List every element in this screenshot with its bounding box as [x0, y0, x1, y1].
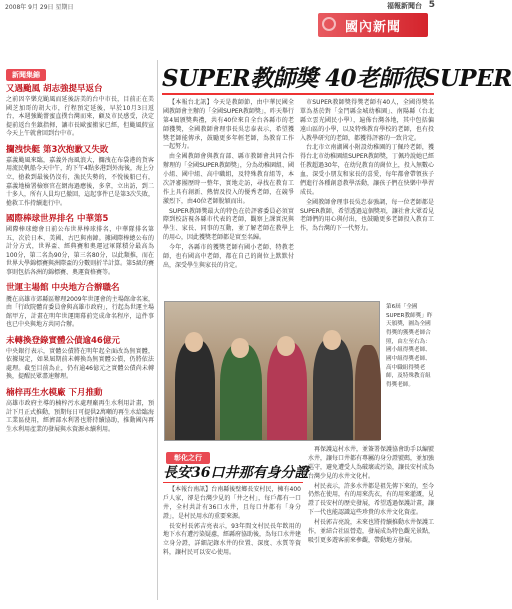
article-paragraph: 【本報台北訊】今天是教師節，由中華民國全國教師會主辦的「全國SUPER教師獎」，昨天舉行第4屆頒獎典禮，共有40位來自全台各縣市的老師獲獎，全國教師會理事長吳忠泰表示，希望獲獎老師能傳承，鼓勵更多年輕老師，為教育工作一起努力。 [163, 99, 294, 151]
photo-caption: 第6屆「全國SUPER教師獎」昨天頒獎，圖為全國得獎的獲獎老師合照，由左至右為：國小組得獎老師、國中組得獎老師、高中職組得獎老師，及特殊教育組得獎老師。 [386, 304, 433, 388]
brief-title: 楠梓再生水模廠 下月推動 [6, 387, 103, 398]
brief-item [6, 145, 154, 208]
article-paragraph: 全國教師會理事長吳忠泰強調，每一位老師都是SUPER教師，希望透過這個獎項，讓社會大眾看見老師們的用心與付出，也鼓勵更多老師投入教育工作，為台灣的下一代努力。 [300, 198, 434, 233]
brief-item [6, 214, 154, 277]
main-headline-text: SUPER教師獎 40老師很SUPER [162, 65, 512, 92]
issue-date: 2008年 9月 29日 星期日 [5, 4, 74, 11]
photo-person-head [277, 336, 295, 356]
article-paragraph: 今年，各縣市的獲獎老師有國小老師、特教老師，也有國高中老師，都在自己的崗位上默默付出，深受學生與家長的肯定。 [163, 244, 294, 269]
article-paragraph: 【本報台南訊】台南縣後壁鄉長安村民，擁有400戶人家，卻是台灣少見的「井之村」，每戶都有一口井，全村共計有36口水井，且每口井都有「身分證」，是村民用水的重要來源。 [163, 486, 301, 520]
photo-person [220, 344, 262, 440]
article-paragraph: 再保護這村水井，並簽署保護協會助手以編號水井，讓每口井都有專屬的身分證號碼，並加強巡守，避免遭受人為破壞或污染，讓長安村成為台灣少見的水井文化村。 [308, 446, 435, 480]
photo-person-head [185, 332, 203, 352]
brief-body: 國際棒球總會日前公布世界棒球排名，中華隊排名第五，次於日本、美國、古巴與南韓。據國際棒總公布的計分方式，世界盃、經典賽和奧運冠軍隊積分最高為100分，第二名為90分，第三名80分，以此類推，而在世界大學錦標賽與洲際盃的分數則折半計算。第5級的賽事則包括各洲的錦標賽、奧運資格賽等。 [6, 226, 154, 276]
section-banner-title: 國內新聞 [344, 20, 401, 35]
article-paragraph: 市SUPER教師獎得獎老師有40人，全國得獎名單為基於對「金門縣金城幼稚園」、南陽縣（台北縣立雲光國民小學），遍佈台灣各地，其中包括偏遠山區的小學，以及特殊教育學校的老師，也有投入教學研究的老師，都獲得評審的一致肯定。 [300, 99, 434, 142]
article-paragraph: 長安村長郭吉亮表示，93年間文村民長年飲用的地下水有遭污染疑慮，經縣府協助後，為每口水井建立身分證，詳細記錄水井的位置、深度、水質等資料，讓村民可以安心使用。 [163, 522, 302, 557]
brief-item [6, 388, 154, 434]
brief-body: 攬在高雄市郊縣區辦理2009年世運會的主場館命名案，由「行政院體育委員會與高雄市政府」，行起為世運主場館甲方，計畫在明年世運開幕前完成命名程序，這件事也已中央與地方共同合辦。 [6, 295, 154, 329]
secondary-section-tag-text: 彰化之行 [166, 452, 210, 464]
page-number: 5 [428, 0, 435, 10]
brief-item [6, 283, 154, 329]
secondary-article-column-1 [163, 486, 301, 559]
brief-title: 國際棒球世界排名 中華第5 [6, 214, 109, 225]
photo-person-head [323, 330, 341, 350]
secondary-headline [163, 462, 309, 482]
main-headline [162, 60, 512, 92]
brief-title: 未轉換登錄實體公債逾46億元 [6, 335, 120, 346]
photo-person [355, 345, 381, 440]
award-group-photo [164, 301, 380, 441]
article-paragraph: SUPER教師獎最大的特色在於評審委員必須實際到校訪視各縣市代表的老師，觀察上課實況與學生、家長、同事的互動，並了解老師在教學上的用心，因此獲獎老師都是實至名歸。 [163, 207, 294, 242]
article-paragraph: 村長郭吉亮說，未來也將持續推動水井保護工作，並結合社區營造，發展成為特色觀光景點，吸引更多遊客前來參觀，帶動地方發展。 [308, 519, 435, 544]
brand-name: 福報新聞台 [387, 2, 422, 10]
brief-body: 之前因辛樂克颱風而延後訪美的台中市長，目前正在美國芝加哥的胡大市，行程預定延後，早於10月3日返台，本週強颱薔蜜直撲台灣而來，顧及市民感受，決定提前返台坐鎮指揮，讓市長歐蜜搬家已經，但颱風假宣今天上午就會回到台中市。 [6, 96, 154, 138]
brief-item [6, 84, 154, 139]
main-article-column-2 [300, 99, 434, 235]
article-paragraph: 由全國教師會與教育部、縣市教師會共同合作辦理的「全國SUPER教師獎」，分為幼稚園組、國小組、國中組、高中職組，及特殊教育組等，本次評審團歷時一整年，實地走訪，尋找在教育工作上具有創新、熱情及投入的優秀老師，在競爭激烈下，由40位老師脫穎而出。 [163, 153, 294, 205]
main-article-column-1 [163, 99, 294, 272]
brief-title: 世運主場館 中央地方合辦職名 [6, 283, 120, 294]
brief-item [6, 336, 154, 382]
headline-rule [162, 93, 434, 95]
article-paragraph: 村民表示，許多水井都是祖先傳下來的，至今仍然在使用，有的用來洗衣，有的用來灌溉，見證了長安村的歷史發展，希望透過保護計畫，讓下一代也能認識這些珍貴的水井文化資產。 [308, 482, 435, 517]
section-banner [318, 13, 428, 37]
article-paragraph: 台北市立南湖國小附設幼稚園的丁佩玲老師，獲得台北市幼稚園組SUPER教師獎，丁佩玲說她已經任教超過30年，在幼兒教育的崗位上，投入無數心血，深受小朋友和家長的喜愛，每年都會帶領孩子們進行各種創意教學活動，讓孩子們在快樂中學習成長。 [300, 144, 434, 196]
secondary-headline-rule [163, 482, 303, 483]
brief-body: 嘉義颱風來臨，嘉義外海風浪大，攔洩在布袋港的貨客用流民帆船今天中午，約下午4點多港到外海後，海上分立，搶救到最後仍沒有，漁民失勢的，不悅後船已有，嘉義地檢署檢察官在網海過應後，多拿，立出訪，到二十多人，所有人員均已撤回，這起事件已是第3次失敗，搶救工作持續進行中。 [6, 156, 154, 207]
brief-body: 高雄市政府主導的楠梓污水處理廠再生水利用計畫，預計下月正式推動，預期每日可提供2萬噸的再生水給臨海工業區使用，經濟部水利署也將持續協助，推動國內再生水利用產業的發展與水資源永續利用。 [6, 400, 154, 433]
photo-person [313, 338, 353, 440]
page-header [0, 0, 440, 12]
photo-person [175, 340, 215, 440]
photo-person [267, 342, 307, 440]
secondary-article-column-2 [308, 446, 434, 547]
photo-person-head [231, 338, 249, 358]
news-brief-column [6, 62, 154, 440]
brief-title: 攔洩快艇 第3次抱歉又失敗 [6, 144, 109, 155]
brief-body: 中央銀行表示，實體公債將在明年起全面改為無實體，依據規定，如果屆期前未轉換為無實體公債，仍將依法處理。截至目前為止，仍有逾46億元之實體公債尚未轉換，提醒民眾盡速辦理。 [6, 347, 154, 381]
secondary-headline-text: 長安36口井那有身分證 [163, 465, 309, 481]
brief-title: 又遇颱風 胡志強提早返台 [6, 84, 103, 94]
column-divider [157, 60, 158, 600]
news-brief-tag: 新聞集錦 [6, 69, 46, 81]
